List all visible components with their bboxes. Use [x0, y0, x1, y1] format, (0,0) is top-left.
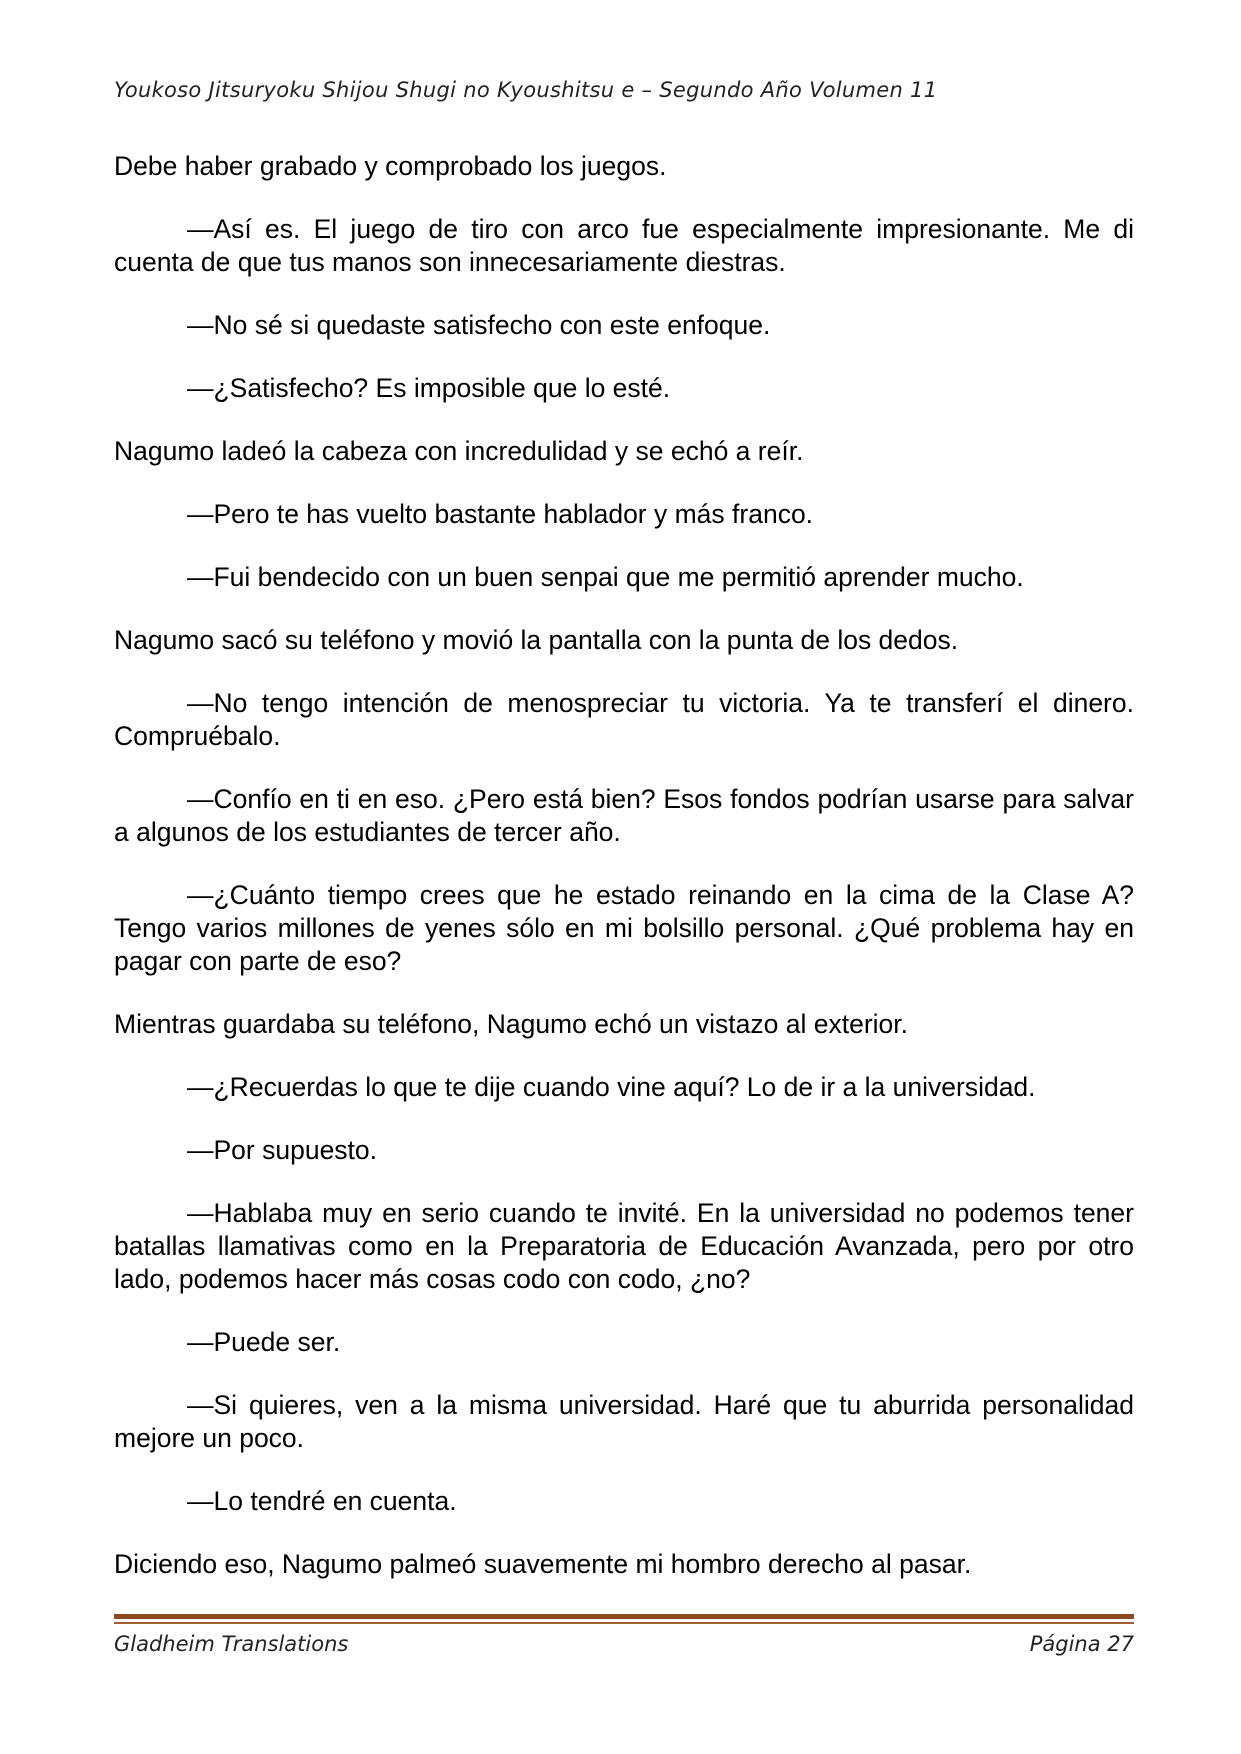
paragraph-dialogue: —¿Cuánto tiempo crees que he estado reinando en la cima de la Clase A? Tengo varios millones de yenes sólo en mi bolsillo personal. ¿Qué problema hay en pagar con parte de eso?: [114, 880, 1134, 976]
footer-rule-thin: [114, 1622, 1134, 1624]
paragraph-dialogue: —Confío en ti en eso. ¿Pero está bien? Esos fondos podrían usarse para salvar a algunos de los estudiantes de tercer año.: [114, 784, 1134, 847]
paragraph-dialogue: —Así es. El juego de tiro con arco fue especialmente impresionante. Me di cuenta de que tus manos son innecesariamente diestras.: [114, 214, 1134, 277]
footer-translator: Gladheim Translations: [114, 1632, 349, 1656]
paragraph-dialogue: —Lo tendré en cuenta.: [187, 1486, 457, 1516]
paragraph-dialogue: —Hablaba muy en serio cuando te invité. En la universidad no podemos tener batallas llamativas como en la Preparatoria de Educación Avanzada, pero por otro lado, podemos hacer más cosas codo con codo, ¿no?: [114, 1198, 1134, 1294]
paragraph-dialogue: —No sé si quedaste satisfecho con este enfoque.: [187, 310, 771, 340]
paragraph-dialogue: —¿Recuerdas lo que te dije cuando vine aquí? Lo de ir a la universidad.: [187, 1072, 1036, 1102]
paragraph-dialogue: —Fui bendecido con un buen senpai que me permitió aprender mucho.: [187, 562, 1024, 592]
page-number: Página 27: [1029, 1632, 1134, 1656]
paragraph-dialogue: —Pero te has vuelto bastante hablador y más franco.: [187, 499, 814, 529]
paragraph-dialogue: —Si quieres, ven a la misma universidad. Haré que tu aburrida personalidad mejore un poco.: [114, 1390, 1134, 1453]
paragraph-narration: Mientras guardaba su teléfono, Nagumo echó un vistazo al exterior.: [114, 1009, 908, 1039]
paragraph-narration: Debe haber grabado y comprobado los juegos.: [114, 151, 667, 181]
paragraph-narration: Nagumo sacó su teléfono y movió la pantalla con la punta de los dedos.: [114, 625, 959, 655]
body-text: [114, 150, 1134, 1611]
paragraph-dialogue: —¿Satisfecho? Es imposible que lo esté.: [187, 373, 671, 403]
paragraph-narration: Diciendo eso, Nagumo palmeó suavemente mi hombro derecho al pasar.: [114, 1549, 972, 1579]
paragraph-dialogue: —Por supuesto.: [187, 1135, 378, 1165]
paragraph-narration: Nagumo ladeó la cabeza con incredulidad y se echó a reír.: [114, 436, 804, 466]
paragraph-dialogue: —No tengo intención de menospreciar tu victoria. Ya te transferí el dinero. Compruébalo.: [114, 688, 1134, 751]
footer-rule: [114, 1614, 1134, 1619]
paragraph-dialogue: —Puede ser.: [187, 1327, 341, 1357]
running-header: Youkoso Jitsuryoku Shijou Shugi no Kyoushitsu e – Segundo Año Volumen 11: [114, 78, 938, 102]
